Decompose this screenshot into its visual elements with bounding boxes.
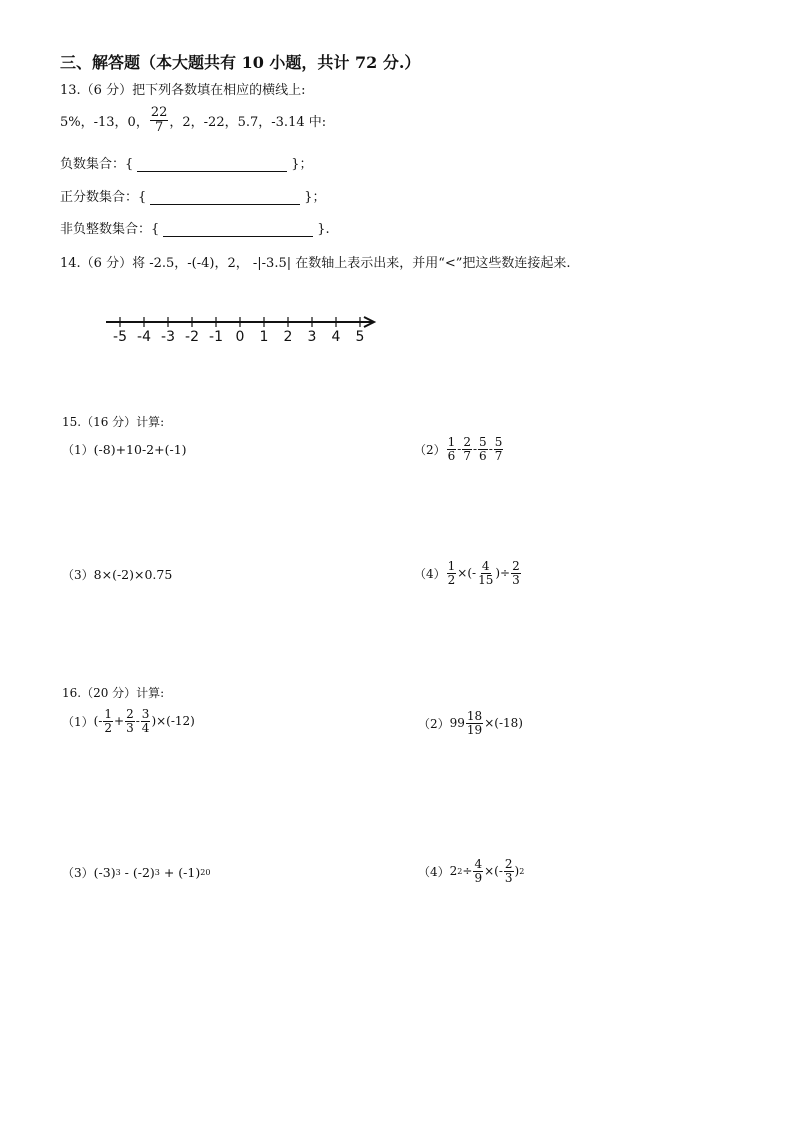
fraction-num: 4: [474, 857, 483, 871]
fraction: [477, 560, 494, 586]
fraction: [473, 858, 483, 884]
fraction-den: 19: [466, 722, 483, 737]
q13-set-nonnegative-integer: [60, 218, 330, 237]
exponent: 2: [519, 866, 525, 876]
fraction-num: 2: [504, 857, 513, 871]
operator: -: [135, 714, 140, 729]
problem-expression: 8×(-2)×0.75: [93, 567, 173, 582]
set-label: 正分数集合：{: [60, 190, 147, 205]
q16-problem-4: [418, 858, 524, 884]
operator: ÷: [462, 864, 473, 879]
answer-blank[interactable]: [163, 222, 313, 237]
q13-set-negative: [60, 153, 313, 172]
operator: -: [457, 442, 462, 457]
fraction-den: 3: [512, 572, 520, 587]
q16-problem-2: [418, 710, 523, 736]
fraction-den: 7: [463, 448, 471, 463]
fraction-num: 5: [494, 435, 503, 449]
fraction-num: 5: [479, 435, 487, 449]
q13-fraction: [150, 106, 169, 134]
fraction-den: 7: [494, 448, 503, 463]
problem-label: （4）: [418, 864, 450, 879]
operator: -: [488, 442, 493, 457]
problem-label: （3）: [62, 568, 94, 582]
term: (-3): [93, 865, 116, 880]
number-line-tick-label: -4: [137, 329, 151, 345]
number-line-tick-label: 4: [331, 329, 341, 345]
q13-fraction-den: 7: [154, 119, 164, 135]
term: + (-1): [159, 865, 201, 880]
problem-expression: (-8)+10-2+(-1): [93, 442, 187, 457]
q14-header: 14.（6 分）将 -2.5，-(-4)，2， -|-3.5| 在数轴上表示出来，并用“<”把这些数连接起来.: [60, 256, 571, 271]
fraction-den: 3: [126, 720, 134, 735]
problem-label: （2）: [418, 716, 450, 731]
fraction: [103, 708, 113, 734]
exponent: 20: [200, 868, 211, 877]
answer-blank[interactable]: [137, 157, 287, 172]
q16-problem-1: [62, 708, 195, 734]
fraction-num: 2: [512, 559, 520, 573]
operator: )÷: [495, 566, 511, 581]
answer-blank[interactable]: [150, 190, 300, 205]
fraction: [494, 436, 504, 462]
operator: ): [514, 864, 520, 879]
fraction: [447, 560, 457, 586]
set-end: }；: [291, 157, 313, 172]
number-line-tick-label: 2: [283, 329, 293, 345]
fraction: [125, 708, 135, 734]
operator: ×(-: [457, 566, 477, 581]
operator: +: [114, 714, 125, 729]
term: 2: [449, 864, 458, 879]
fraction-den: 2: [447, 572, 456, 587]
operator: -: [472, 442, 478, 457]
fraction-den: 2: [104, 720, 113, 735]
problem-label: （2）: [414, 442, 446, 457]
fraction: [462, 436, 472, 462]
number-line-tick-label: -1: [209, 329, 223, 345]
fraction-den: 6: [479, 448, 487, 463]
operator: ×(-: [484, 864, 503, 879]
set-label: 非负整数集合：{: [60, 222, 160, 237]
fraction-num: 4: [481, 559, 490, 573]
fraction: [141, 708, 151, 734]
problem-label: （3）: [62, 866, 94, 880]
operator: ×(-18): [484, 716, 523, 731]
exponent: 3: [115, 868, 121, 877]
fraction-den: 4: [141, 720, 150, 735]
problem-label: （1）: [62, 443, 94, 457]
number-line-tick-label: 5: [355, 329, 365, 345]
number-line-tick-label: 0: [235, 329, 245, 345]
fraction-num: 3: [141, 707, 150, 721]
number-line-tick-label: -5: [113, 329, 127, 345]
number-line: [100, 308, 390, 348]
set-end: }.: [317, 222, 330, 237]
fraction-num: 2: [126, 707, 134, 721]
fraction: [504, 858, 514, 884]
fraction-den: 9: [474, 870, 483, 885]
q13-numbers-suffix: ，2，-22，5.7，-3.14 中:: [169, 114, 327, 130]
fraction-num: 2: [463, 435, 471, 449]
set-label: 负数集合：{: [60, 157, 134, 172]
fraction-num: 1: [447, 559, 456, 573]
operator: (-: [93, 714, 103, 729]
q13-numbers: [60, 106, 326, 134]
q13-numbers-prefix: 5%，-13，0，: [60, 114, 149, 130]
fraction: [511, 560, 521, 586]
fraction-den: 3: [504, 870, 513, 885]
number-line-tick-label: 3: [307, 329, 317, 345]
q16-header: 16.（20 分）计算:: [62, 686, 165, 700]
q13-fraction-num: 22: [150, 105, 168, 120]
fraction: [478, 436, 488, 462]
fraction-num: 18: [466, 709, 483, 723]
number-line-tick-label: 1: [259, 329, 269, 345]
q15-header: 15.（16 分）计算:: [62, 415, 165, 429]
fraction: [466, 710, 483, 736]
q15-problem-4: [414, 560, 522, 586]
fraction: [447, 436, 457, 462]
exponent: 2: [457, 866, 463, 876]
number-line-tick-label: -3: [161, 329, 175, 345]
q15-problem-2: [414, 436, 504, 462]
fraction-num: 1: [104, 707, 113, 721]
q15-problem-3: [62, 566, 172, 583]
fraction-num: 1: [447, 435, 456, 449]
number-line-tick-label: -2: [185, 329, 199, 345]
set-end: }；: [304, 190, 326, 205]
operator: )×(-12): [151, 714, 195, 729]
problem-label: （1）: [62, 714, 94, 729]
q13-header: 13.（6 分）把下列各数填在相应的横线上:: [60, 83, 306, 98]
exponent: 3: [154, 868, 160, 877]
problem-label: （4）: [414, 566, 446, 581]
q15-problem-1: [62, 441, 187, 458]
section-title: 三、解答题（本大题共有 10 小题，共计 72 分.）: [60, 53, 421, 72]
whole-number: 99: [449, 716, 465, 731]
q16-problem-3: [62, 864, 210, 881]
q13-set-positive-fraction: [60, 186, 326, 205]
fraction-den: 6: [447, 448, 456, 463]
fraction-den: 15: [478, 572, 494, 587]
term: - (-2): [120, 865, 155, 880]
